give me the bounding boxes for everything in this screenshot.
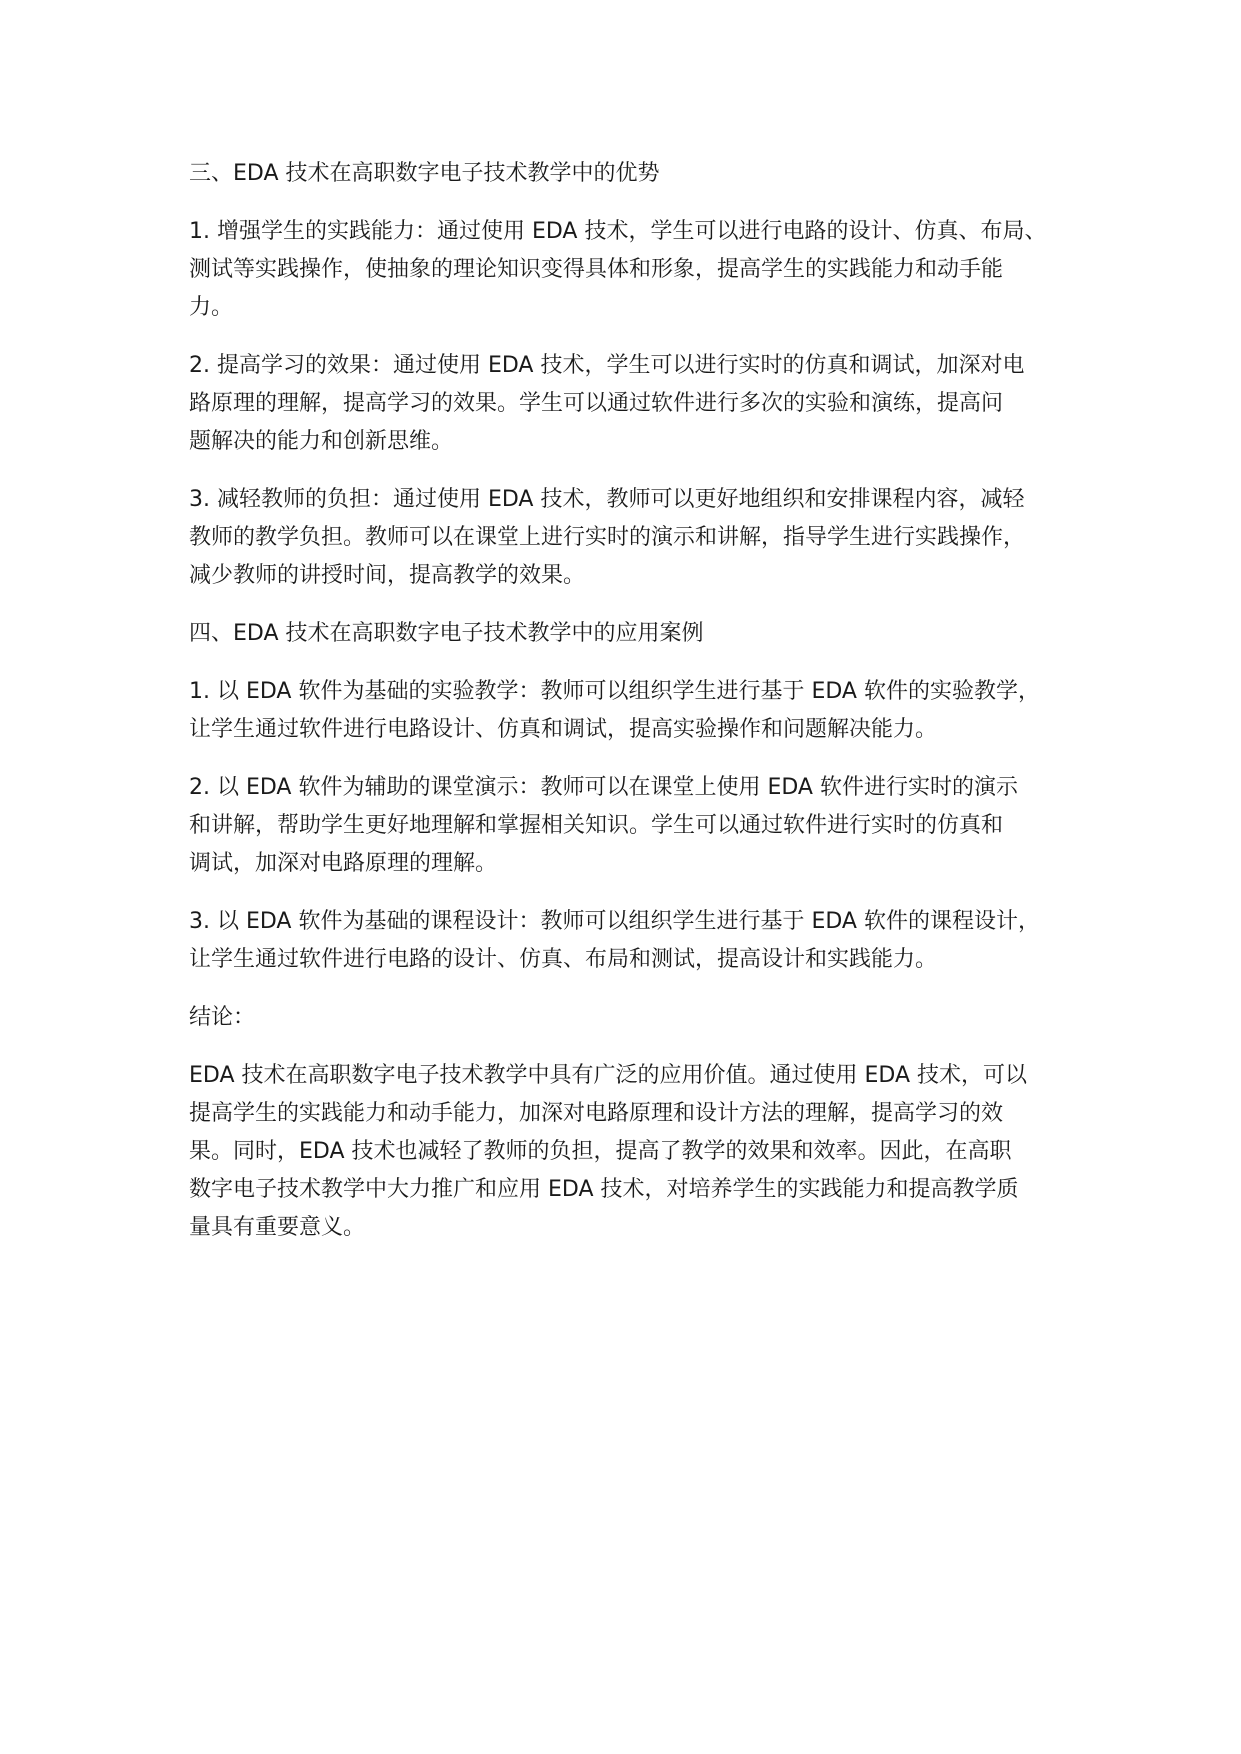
text-line: 1. 以 EDA 软件为基础的实验教学：教师可以组织学生进行基于 EDA 软件的实验教学， xyxy=(189,679,1040,704)
text-line: 3. 减轻教师的负担：通过使用 EDA 技术，教师可以更好地组织和安排课程内容，减轻 xyxy=(189,487,1025,512)
text-line: EDA 技术在高职数字电子技术教学中具有广泛的应用价值。通过使用 EDA 技术，可以 xyxy=(189,1063,1027,1088)
text-line: 2. 提高学习的效果：通过使用 EDA 技术，学生可以进行实时的仿真和调试，加深对电 xyxy=(189,353,1025,378)
text-line: 1. 增强学生的实践能力：通过使用 EDA 技术，学生可以进行电路的设计、仿真、布局、 xyxy=(189,219,1047,244)
text-line: 提高学生的实践能力和动手能力，加深对电路原理和设计方法的理解，提高学习的效 xyxy=(189,1101,1004,1126)
text-line: 四、EDA 技术在高职数字电子技术教学中的应用案例 xyxy=(189,621,704,646)
text-line: 数字电子技术教学中大力推广和应用 EDA 技术，对培养学生的实践能力和提高教学质 xyxy=(189,1177,1019,1202)
paragraph-classroom-demo xyxy=(189,769,1089,883)
paragraph-conclusion xyxy=(189,1057,1089,1247)
text-line: 结论： xyxy=(189,1005,256,1030)
text-line: 2. 以 EDA 软件为辅助的课堂演示：教师可以在课堂上使用 EDA 软件进行实时的演示 xyxy=(189,775,1018,800)
text-line: 减少教师的讲授时间，提高教学的效果。 xyxy=(189,563,586,588)
paragraph-practice-ability xyxy=(189,213,1089,327)
text-line: 让学生通过软件进行电路的设计、仿真、布局和测试，提高设计和实践能力。 xyxy=(189,947,938,972)
text-line: 教师的教学负担。教师可以在课堂上进行实时的演示和讲解，指导学生进行实践操作， xyxy=(189,525,1026,550)
section-heading-conclusion xyxy=(189,999,1089,1037)
text-line: 测试等实践操作，使抽象的理论知识变得具体和形象，提高学生的实践能力和动手能 xyxy=(189,257,1004,282)
document-body xyxy=(189,155,1089,1267)
text-line: 量具有重要意义。 xyxy=(189,1215,366,1240)
text-line: 路原理的理解，提高学习的效果。学生可以通过软件进行多次的实验和演练，提高问 xyxy=(189,391,1004,416)
text-line: 调试，加深对电路原理的理解。 xyxy=(189,851,498,876)
paragraph-learning-effect xyxy=(189,347,1089,461)
paragraph-teacher-burden xyxy=(189,481,1089,595)
text-line: 和讲解，帮助学生更好地理解和掌握相关知识。学生可以通过软件进行实时的仿真和 xyxy=(189,813,1004,838)
text-line: 力。 xyxy=(189,295,234,320)
text-line: 题解决的能力和创新思维。 xyxy=(189,429,454,454)
paragraph-course-design xyxy=(189,903,1089,979)
text-line: 果。同时，EDA 技术也减轻了教师的负担，提高了教学的效果和效率。因此，在高职 xyxy=(189,1139,1012,1164)
section-heading-cases xyxy=(189,615,1089,653)
text-line: 三、EDA 技术在高职数字电子技术教学中的优势 xyxy=(189,161,660,186)
text-line: 3. 以 EDA 软件为基础的课程设计：教师可以组织学生进行基于 EDA 软件的课程设计， xyxy=(189,909,1040,934)
section-heading-advantages xyxy=(189,155,1089,193)
text-line: 让学生通过软件进行电路设计、仿真和调试，提高实验操作和问题解决能力。 xyxy=(189,717,938,742)
paragraph-experiment-teaching xyxy=(189,673,1089,749)
